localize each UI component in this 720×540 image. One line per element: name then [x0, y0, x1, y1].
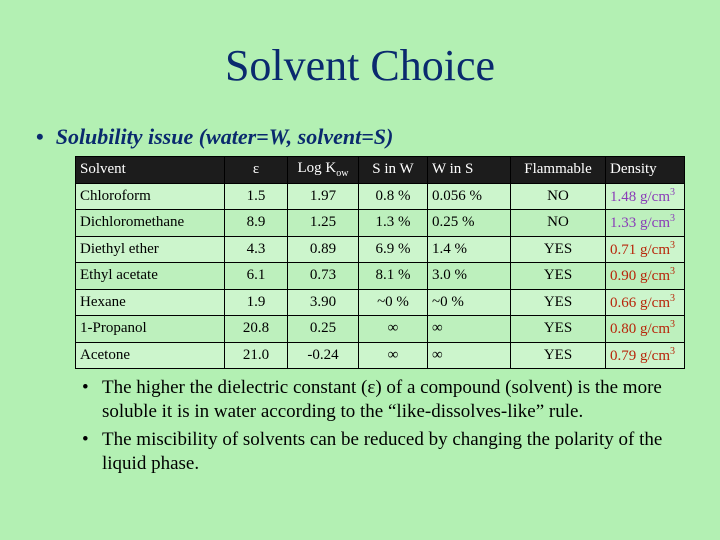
- cell-s-in-w: ∞: [359, 342, 428, 369]
- header-s-in-w: S in W: [359, 157, 428, 184]
- cell-w-in-s: 0.25 %: [428, 210, 511, 237]
- cell-flammable: YES: [511, 263, 606, 290]
- density-unit-exponent: 3: [670, 239, 675, 251]
- cell-solvent: 1-Propanol: [76, 316, 225, 343]
- table-row: [76, 342, 685, 369]
- density-value: 0.90 g/cm: [610, 268, 670, 285]
- cell-solvent: Chloroform: [76, 183, 225, 210]
- cell-solvent: Dichloromethane: [76, 210, 225, 237]
- solvent-table: [75, 156, 685, 369]
- cell-logk: 1.25: [288, 210, 359, 237]
- cell-logk: 0.73: [288, 263, 359, 290]
- cell-s-in-w: 6.9 %: [359, 236, 428, 263]
- cell-logk: -0.24: [288, 342, 359, 369]
- density-unit-exponent: 3: [670, 213, 675, 225]
- cell-flammable: YES: [511, 342, 606, 369]
- cell-logk: 0.89: [288, 236, 359, 263]
- density-value: 0.71 g/cm: [610, 241, 670, 258]
- cell-epsilon: 1.5: [225, 183, 288, 210]
- table-body: [76, 183, 685, 369]
- header-logk: [288, 157, 359, 184]
- cell-w-in-s: ~0 %: [428, 289, 511, 316]
- cell-density: [606, 210, 685, 237]
- cell-solvent: Hexane: [76, 289, 225, 316]
- cell-logk: 3.90: [288, 289, 359, 316]
- density-unit-exponent: 3: [670, 345, 675, 357]
- cell-flammable: YES: [511, 316, 606, 343]
- cell-w-in-s: ∞: [428, 342, 511, 369]
- table-row: [76, 236, 685, 263]
- cell-s-in-w: ~0 %: [359, 289, 428, 316]
- cell-epsilon: 20.8: [225, 316, 288, 343]
- bullet-dot-icon: •: [36, 124, 44, 149]
- table-header-row: [76, 157, 685, 184]
- cell-epsilon: 1.9: [225, 289, 288, 316]
- cell-s-in-w: 8.1 %: [359, 263, 428, 290]
- density-unit-exponent: 3: [670, 266, 675, 278]
- note-bullet-icon: •: [82, 377, 89, 398]
- cell-solvent: Acetone: [76, 342, 225, 369]
- table-row: [76, 289, 685, 316]
- cell-w-in-s: 1.4 %: [428, 236, 511, 263]
- cell-s-in-w: 1.3 %: [359, 210, 428, 237]
- header-density: Density: [606, 157, 685, 184]
- cell-logk: 0.25: [288, 316, 359, 343]
- density-value: 0.66 g/cm: [610, 294, 670, 311]
- note-text: The miscibility of solvents can be reduced by changing the polarity of the liquid phase.: [102, 429, 663, 474]
- header-epsilon: ε: [225, 157, 288, 184]
- table-row: [76, 263, 685, 290]
- table-row: [76, 183, 685, 210]
- header-w-in-s: W in S: [428, 157, 511, 184]
- table-row: [76, 316, 685, 343]
- cell-density: [606, 316, 685, 343]
- cell-flammable: NO: [511, 210, 606, 237]
- header-logk-sub: ow: [336, 168, 349, 180]
- note-bullet-icon: •: [82, 429, 89, 450]
- cell-solvent: Diethyl ether: [76, 236, 225, 263]
- note-item: [82, 428, 682, 476]
- density-unit-exponent: 3: [670, 186, 675, 198]
- notes-list: [82, 376, 682, 480]
- cell-density: [606, 236, 685, 263]
- cell-flammable: YES: [511, 236, 606, 263]
- main-bullet-text: Solubility issue (water=W, solvent=S): [55, 124, 394, 149]
- cell-epsilon: 6.1: [225, 263, 288, 290]
- header-solvent: Solvent: [76, 157, 225, 184]
- cell-epsilon: 4.3: [225, 236, 288, 263]
- cell-solvent: Ethyl acetate: [76, 263, 225, 290]
- cell-w-in-s: 3.0 %: [428, 263, 511, 290]
- density-value: 0.80 g/cm: [610, 321, 670, 338]
- cell-w-in-s: 0.056 %: [428, 183, 511, 210]
- table-row: [76, 210, 685, 237]
- header-flammable: Flammable: [511, 157, 606, 184]
- cell-logk: 1.97: [288, 183, 359, 210]
- cell-epsilon: 8.9: [225, 210, 288, 237]
- density-unit-exponent: 3: [670, 319, 675, 331]
- cell-density: [606, 263, 685, 290]
- density-value: 0.79 g/cm: [610, 347, 670, 364]
- density-value: 1.48 g/cm: [610, 188, 670, 205]
- cell-density: [606, 342, 685, 369]
- note-text: The higher the dielectric constant (ε) of a compound (solvent) is the more soluble it is in water according to the “like-dissolves-like” rule.: [102, 377, 662, 422]
- header-logk-main: Log K: [297, 160, 337, 177]
- cell-density: [606, 289, 685, 316]
- cell-flammable: YES: [511, 289, 606, 316]
- cell-density: [606, 183, 685, 210]
- note-item: [82, 376, 682, 424]
- cell-s-in-w: ∞: [359, 316, 428, 343]
- density-unit-exponent: 3: [670, 292, 675, 304]
- cell-w-in-s: ∞: [428, 316, 511, 343]
- cell-s-in-w: 0.8 %: [359, 183, 428, 210]
- main-bullet: [36, 124, 393, 150]
- cell-flammable: NO: [511, 183, 606, 210]
- cell-epsilon: 21.0: [225, 342, 288, 369]
- slide-title: Solvent Choice: [224, 41, 496, 90]
- density-value: 1.33 g/cm: [610, 215, 670, 232]
